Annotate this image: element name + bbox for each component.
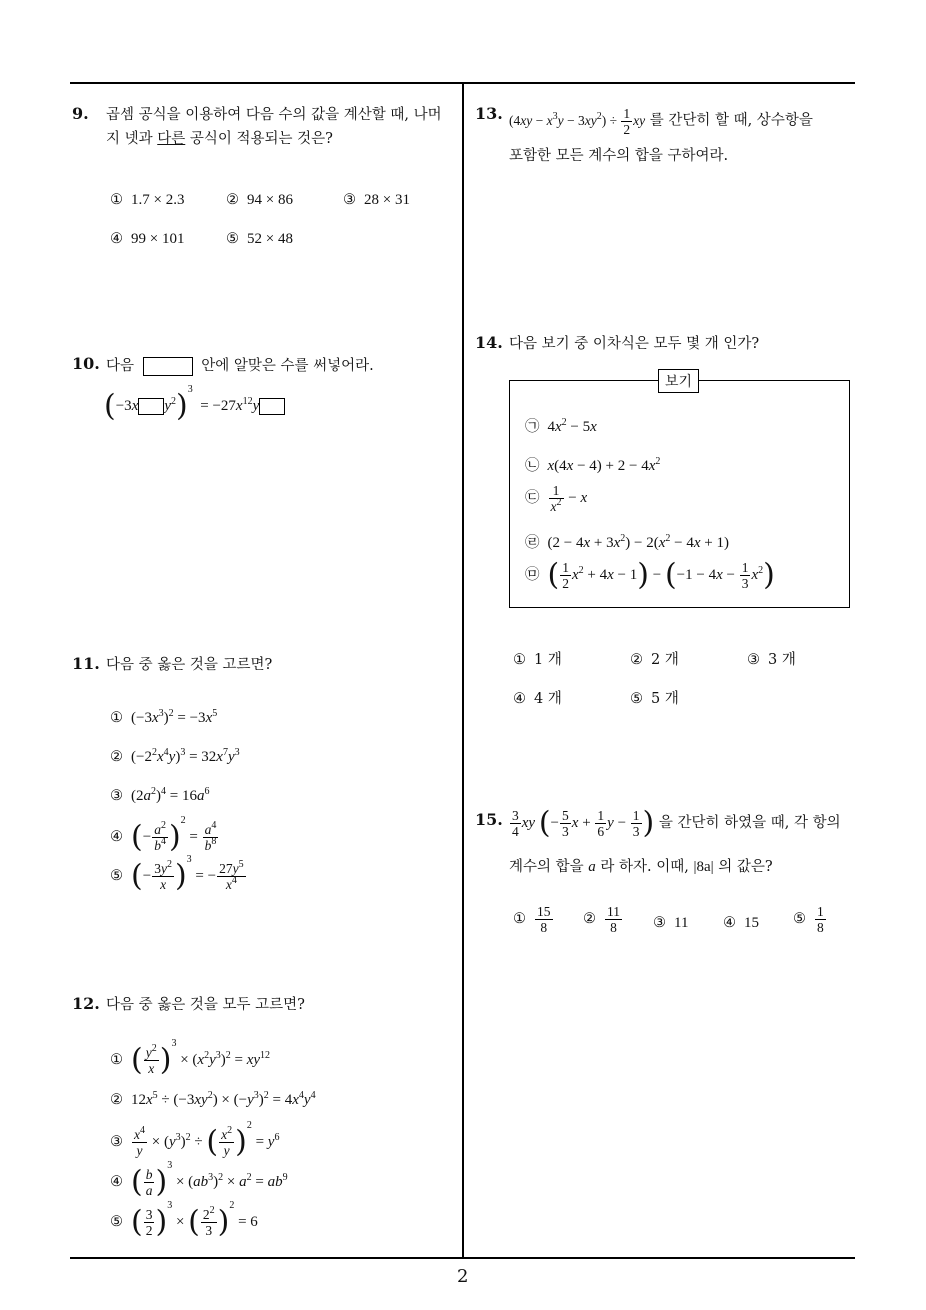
choice-value: 11 (674, 915, 689, 931)
choice-value: 1.7 × 2.3 (131, 192, 185, 208)
choice-3[interactable] (747, 648, 796, 669)
answer-box-1[interactable] (138, 398, 164, 415)
bogi-item-2: ㉡ $x(4x - 4) + 2 - 4x^2$ (525, 456, 661, 474)
text-part: 공식이 적용되는 것은? (185, 131, 333, 147)
expression: $(4xy - x^3y - 3xy^2)$ ÷ $\frac{1}{2}$ xy (509, 106, 646, 137)
column-divider (462, 82, 464, 1258)
bogi-item-5: ㉤ ( $\frac{1}{2}$ $x^2 + 4x - 1) - (-1 - 4x$ − $\frac{1}{3}$ $x^2$) (525, 557, 775, 593)
choice-mark: ① (110, 1052, 123, 1068)
choice-value: 4 개 (534, 691, 562, 707)
choice-value: 2 개 (651, 652, 679, 668)
choice-5[interactable]: ⑤ (− $\frac{3y^2}{x}$ )$^3$ = − $\frac{27y^5}{x^4}$ (110, 854, 244, 894)
choice-1[interactable] (110, 192, 184, 209)
choice-mark: ③ (343, 192, 356, 208)
bogi-mark: ㉡ (525, 458, 540, 474)
question-number: 11. (72, 654, 100, 673)
choice-mark: ① (110, 710, 123, 726)
choice-5[interactable] (630, 687, 679, 708)
question-number: 14. (475, 333, 503, 352)
choice-4[interactable] (723, 915, 759, 932)
choice-4[interactable]: ④ ( $\frac{b}{a}$ )$^3 \times (ab^3)^2 \times a^2 = ab^9$ (110, 1160, 288, 1200)
choice-mark: ③ (110, 1134, 123, 1150)
abs-expression: |8a| (693, 859, 714, 875)
choice-3[interactable] (653, 915, 688, 932)
choice-mark: ③ (747, 652, 760, 668)
answer-box-2[interactable] (259, 398, 285, 415)
question-line-2 (509, 855, 773, 879)
question-text (509, 805, 841, 841)
choice-5[interactable]: ⑤ ( $\frac{3}{2}$ )$^3$ × ( $\frac{2^2}{3}$ )$^2$ = 6 (110, 1200, 258, 1240)
choice-value: 1 개 (534, 652, 562, 668)
expression: $\frac{3}{4}$ xy (− $\frac{5}{3}$ x + $\frac{1}{6}$ y − $\frac{1}{3}$ ) (512, 805, 655, 841)
question-text: 다음 중 옳은 것을 모두 고르면? (106, 997, 305, 1013)
choice-mark: ⑤ (226, 231, 239, 247)
question-line-2 (106, 127, 456, 151)
text-part: 지 넷과 (106, 131, 158, 147)
choice-1[interactable]: ① $(-3x^3)^2 = -3x^5$ (110, 708, 218, 726)
choice-2[interactable] (226, 192, 293, 209)
question-number: 15. (475, 810, 503, 829)
variable-a: a (588, 859, 596, 875)
choice-2[interactable]: ② $(-2^2x^4y)^3 = 32x^7y^3$ (110, 747, 240, 765)
choice-4[interactable]: ④ (− $\frac{a^2}{b^4}$ )$^2$ = $\frac{a^4}{b^8}$ (110, 815, 217, 855)
choice-value: 5 개 (651, 691, 679, 707)
page-number: 2 (457, 1266, 469, 1287)
bogi-mark: ㉢ (525, 489, 540, 506)
choice-1[interactable]: ① $\frac{15}{8}$ (513, 904, 551, 935)
choice-mark: ⑤ (110, 1214, 123, 1230)
choice-mark: ③ (653, 915, 666, 931)
choice-mark: ⑤ (110, 868, 123, 884)
question-number: 12. (72, 994, 100, 1013)
choice-3[interactable] (343, 192, 410, 209)
choice-mark: ④ (110, 829, 123, 845)
choice-value: 52 × 48 (247, 231, 293, 247)
choice-mark: ⑤ (630, 691, 643, 707)
text-part: 의 값은? (713, 859, 773, 875)
choice-mark: ④ (513, 691, 526, 707)
text-part: 를 간단히 할 때, 상수항을 (649, 112, 813, 129)
question-line-2: 포함한 모든 계수의 합을 구하여라. (509, 148, 729, 164)
choice-value: 15 (744, 915, 759, 931)
choice-mark: ② (583, 910, 596, 927)
choice-mark: ① (110, 192, 123, 208)
bogi-mark: ㉤ (525, 566, 540, 583)
choice-mark: ⑤ (793, 910, 806, 927)
bogi-item-3: ㉢ $\frac{1}{x^2}$ − x (525, 483, 588, 514)
choice-mark: ④ (110, 1174, 123, 1190)
text-part: 계수의 합을 (509, 859, 589, 875)
bogi-title: 보기 (658, 369, 699, 393)
choice-2[interactable]: ② $\frac{11}{8}$ (583, 904, 620, 935)
choice-4[interactable] (513, 687, 562, 708)
choice-value: 94 × 86 (247, 192, 293, 208)
underlined-word: 다른 (157, 131, 186, 147)
bogi-mark: ㉣ (525, 535, 540, 551)
bogi-mark: ㉠ (525, 419, 540, 435)
choice-2[interactable]: ② $12x^5 \div (-3xy^2) \times (-y^3)^2 = 4x^4y^4$ (110, 1090, 316, 1108)
question-text (106, 103, 456, 151)
text-part: 을 간단히 하였을 때, 각 항의 (658, 814, 841, 831)
choice-4[interactable] (110, 231, 184, 248)
choice-value: 99 × 101 (131, 231, 185, 247)
choice-mark: ② (110, 749, 123, 765)
question-number: 10. (72, 354, 100, 373)
question-text (106, 354, 374, 378)
answer-box[interactable] (143, 357, 193, 376)
choice-2[interactable] (630, 648, 679, 669)
text-part: 다음 (106, 358, 135, 374)
choice-mark: ① (513, 910, 526, 927)
question-text: 다음 보기 중 이차식은 모두 몇 개 인가? (509, 336, 760, 352)
choice-1[interactable] (513, 648, 562, 669)
text-part: 라 하자. 이때, (595, 859, 694, 875)
choice-value: 3 개 (768, 652, 796, 668)
choice-mark: ④ (110, 231, 123, 247)
question-text: 다음 중 옳은 것을 고르면? (106, 657, 273, 673)
choice-mark: ④ (723, 915, 736, 931)
choice-3[interactable]: ③ $\frac{x^4}{y}$ × $(y^3)^2$ ÷ ( $\frac{x^2}{y}$ )$^2 = y^6$ (110, 1120, 280, 1160)
choice-mark: ③ (110, 788, 123, 804)
question-number: 9. (72, 104, 89, 123)
question-text (509, 106, 813, 137)
choice-mark: ② (110, 1092, 123, 1108)
choice-mark: ② (226, 192, 239, 208)
choice-5[interactable] (226, 231, 293, 248)
text-part: 안에 알맞은 수를 써넣어라. (201, 358, 374, 374)
equation: (−3x $y^2)^3 = -27x^{12}y$ (104, 384, 285, 422)
choice-5[interactable]: ⑤ $\frac{1}{8}$ (793, 904, 824, 935)
question-line-1: 곱셈 공식을 이용하여 다음 수의 값을 계산할 때, 나머 (106, 107, 442, 123)
question-number: 13. (475, 104, 503, 123)
choice-mark: ② (630, 652, 643, 668)
choice-mark: ① (513, 652, 526, 668)
bogi-item-1: ㉠ $4x^2 - 5x$ (525, 417, 597, 435)
choice-1[interactable]: ① ( $\frac{y^2}{x}$ )$^3 \times (x^2y^3)^2 = xy^{12}$ (110, 1038, 271, 1078)
choice-value: 28 × 31 (364, 192, 410, 208)
choice-3[interactable]: ③ $(2a^2)^4 = 16a^6$ (110, 786, 210, 804)
bogi-item-4: ㉣ $(2 - 4x + 3x^2) - 2(x^2 - 4x + 1)$ (525, 533, 730, 551)
